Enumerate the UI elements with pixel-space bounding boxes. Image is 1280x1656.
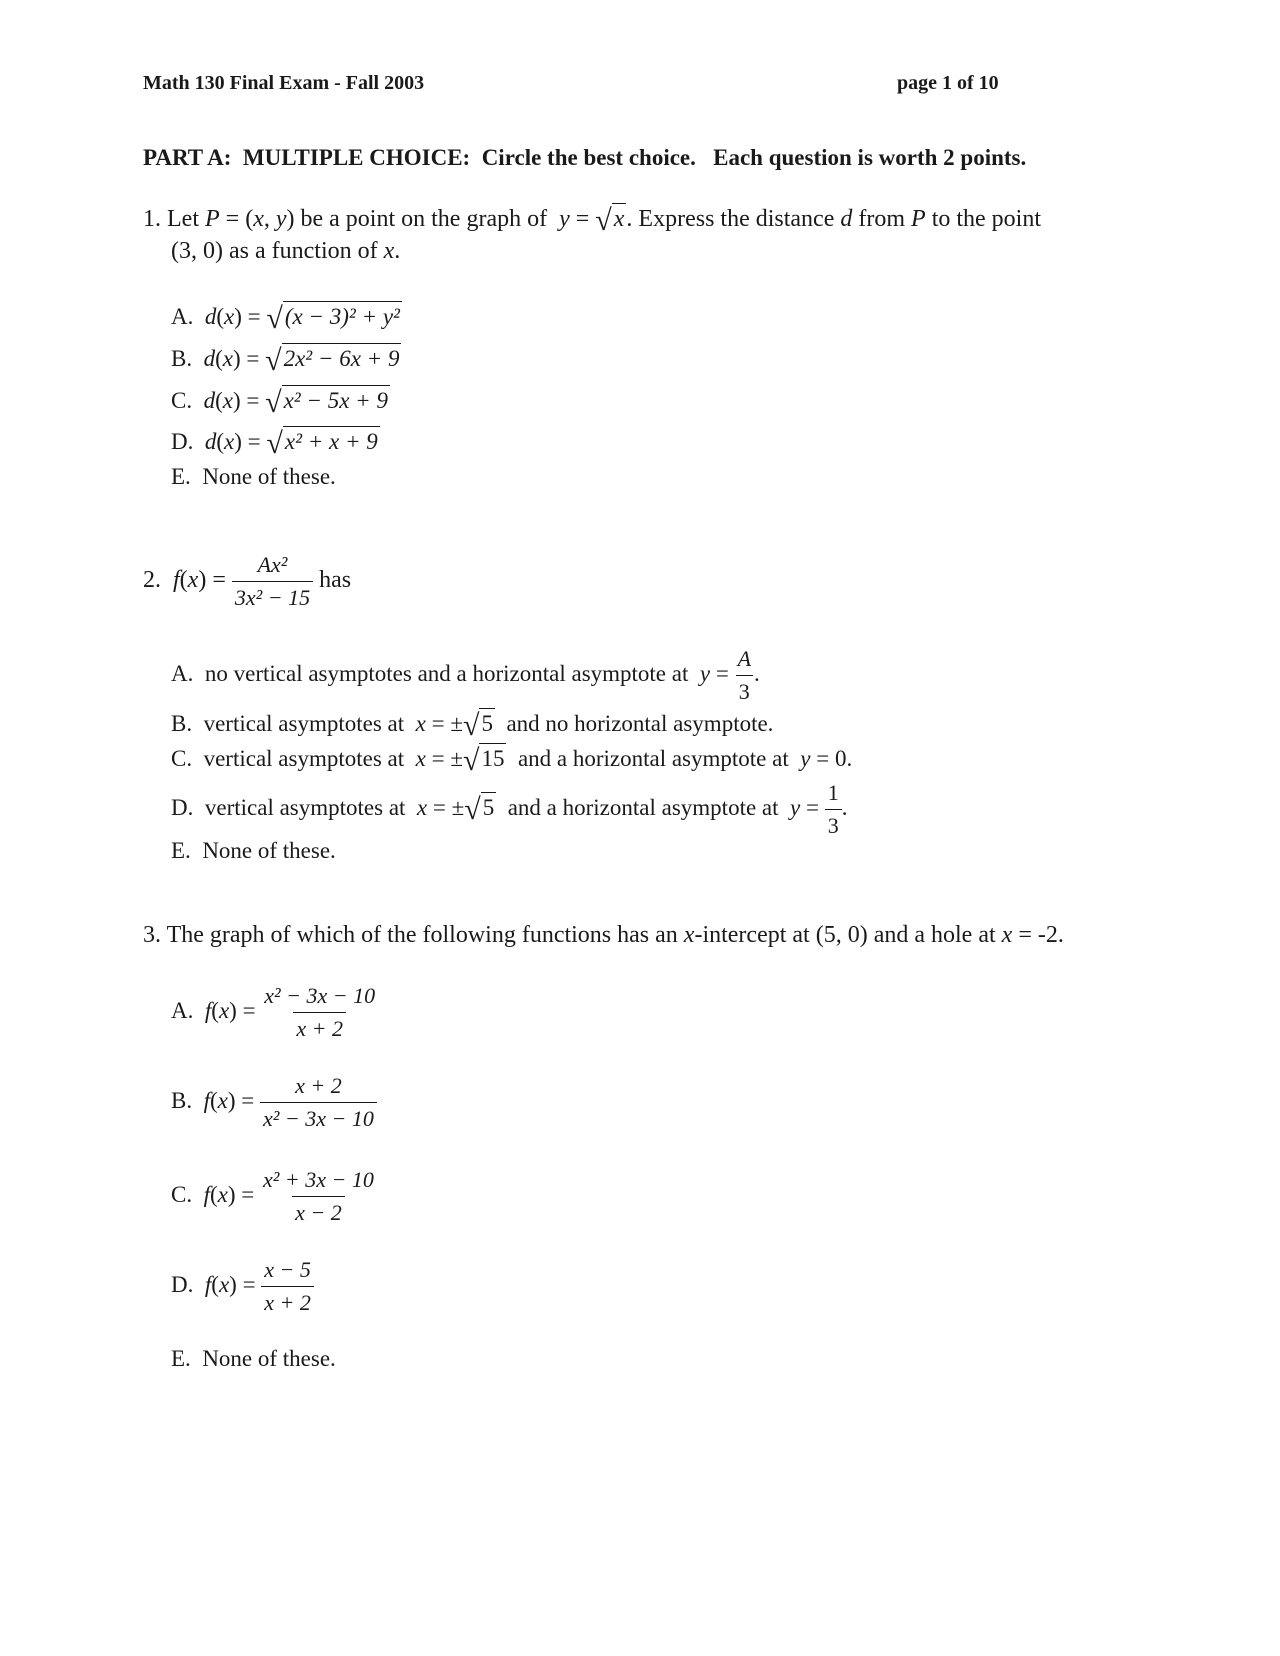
q2-option-b[interactable]: B. vertical asymptotes at x = ±√5 and no horizontal asymptote.	[171, 709, 774, 742]
option-label: B.	[171, 346, 193, 371]
q2-suffix: has	[319, 567, 352, 594]
option-label: A.	[171, 997, 194, 1023]
q1-option-a[interactable]: A. d(x) = √(x − 3)² + y²	[171, 302, 400, 335]
option-denominator: x² − 3x − 10	[260, 1102, 377, 1132]
q3-option-e[interactable]	[171, 1346, 336, 1372]
option-label: E.	[171, 1346, 191, 1371]
option-expr: x² + x + 9	[283, 426, 380, 454]
option-label: E.	[171, 838, 191, 863]
q3-text: = -2.	[1012, 922, 1064, 948]
q1-text: . Express the distance	[626, 206, 841, 232]
option-text: vertical asymptotes at	[203, 711, 405, 736]
q3-option-d[interactable]: D. f(x) = $\frac{x - 5}{x + 2}$	[171, 1257, 314, 1316]
option-label: C.	[171, 1181, 193, 1207]
q2-denominator: 3x² − 15	[232, 581, 313, 611]
q2-number: 2.	[143, 567, 161, 594]
option-denominator: x − 2	[292, 1196, 345, 1226]
option-numerator: x² − 3x − 10	[264, 983, 376, 1008]
option-label: C.	[171, 746, 193, 771]
option-label: A.	[171, 660, 194, 686]
option-label: D.	[171, 429, 194, 454]
q3-option-a[interactable]: A. f(x) = $\frac{\text{x² − 3x − 10}}{x + 2}$	[171, 983, 378, 1042]
q3-text: The graph of which of the following functions has an	[166, 922, 684, 948]
option-numerator: x + 2	[295, 1073, 342, 1098]
option-text: no vertical asymptotes and a horizontal asymptote at	[204, 660, 689, 686]
q1-text: (3, 0) as a function of	[171, 238, 384, 264]
q1-option-e[interactable]	[171, 464, 336, 490]
option-label: D.	[171, 794, 194, 820]
q3-number: 3.	[143, 922, 161, 948]
option-text: None of these.	[202, 838, 336, 863]
option-text: None of these.	[202, 464, 336, 489]
option-text: and a horizontal asymptote at	[507, 794, 779, 820]
q2-option-c[interactable]: C. vertical asymptotes at x = ±√15 and a horizontal asymptote at y = 0.	[171, 744, 853, 777]
option-label: A.	[171, 304, 194, 329]
option-text: vertical asymptotes at	[204, 794, 406, 820]
q1-option-d[interactable]: D. d(x) = √x² + x + 9	[171, 427, 378, 460]
option-text: and no horizontal asymptote.	[506, 711, 774, 736]
option-text: None of these.	[202, 1346, 336, 1371]
option-text: and a horizontal asymptote at	[517, 746, 789, 771]
option-numerator: x² + 3x − 10	[263, 1167, 374, 1192]
q2-option-e[interactable]	[171, 838, 336, 864]
option-text: vertical asymptotes at	[203, 746, 405, 771]
q3-option-c[interactable]: C. f(x) = $\frac{\text{x² + 3x − 10}}{x - 2}$	[171, 1167, 377, 1226]
page-number: page 1 of 10	[897, 72, 999, 94]
q1-option-b[interactable]: B. d(x) = √2x² − 6x + 9	[171, 344, 400, 377]
q2-option-d[interactable]: D. vertical asymptotes at x = ±√5 and a horizontal asymptote at y = $\frac{1}{3}$ .	[171, 780, 848, 838]
q1-text: = (	[219, 206, 254, 232]
q1-text: to the point	[925, 206, 1042, 232]
q1-option-c[interactable]: C. d(x) = √x² − 5x + 9	[171, 386, 388, 419]
q2-numerator: Ax²	[257, 552, 288, 577]
option-expr: 2x² − 6x + 9	[282, 343, 402, 371]
question-2: 2. f(x) = $\frac{\text{Ax²}}{\text{3x² − 15}}$ has	[143, 552, 352, 610]
question-1: 1. Let P = (x, y) be a point on the graph of y = √x. Express the distance d from P to the point	[143, 204, 1042, 237]
q3-text: -intercept at (5, 0) and a hole at	[694, 922, 1002, 948]
option-numerator: x − 5	[264, 1257, 311, 1282]
option-denominator: x + 2	[261, 1286, 314, 1316]
option-denominator: x + 2	[293, 1012, 346, 1042]
option-label: B.	[171, 711, 193, 736]
option-label: E.	[171, 464, 191, 489]
exam-title: Math 130 Final Exam - Fall 2003	[143, 72, 425, 94]
question-1-line2: (3, 0) as a function of x.	[171, 238, 401, 264]
option-label: D.	[171, 1271, 194, 1297]
q1-number: 1.	[143, 206, 161, 232]
option-expr: x² − 5x + 9	[282, 385, 390, 413]
part-a-heading: PART A: MULTIPLE CHOICE: Circle the best choice. Each question is worth 2 points.	[143, 145, 1027, 170]
q1-text: Let	[167, 206, 205, 232]
q1-text: from	[852, 206, 912, 232]
option-label: C.	[171, 388, 193, 413]
option-label: B.	[171, 1087, 193, 1113]
q3-option-b[interactable]: B. f(x) = $\frac{x + 2}{\text{x² − 3x − 10}}$	[171, 1073, 377, 1132]
q1-text: ) be a point on the graph of	[286, 206, 548, 232]
option-expr: (x − 3)² + y²	[283, 301, 402, 329]
q2-option-a[interactable]: A. no vertical asymptotes and a horizontal asymptote at y = $\frac{A}{3}$ .	[171, 646, 760, 704]
question-3: 3. The graph of which of the following functions has an x-intercept at (5, 0) and a hole at x = -2.	[143, 922, 1064, 948]
